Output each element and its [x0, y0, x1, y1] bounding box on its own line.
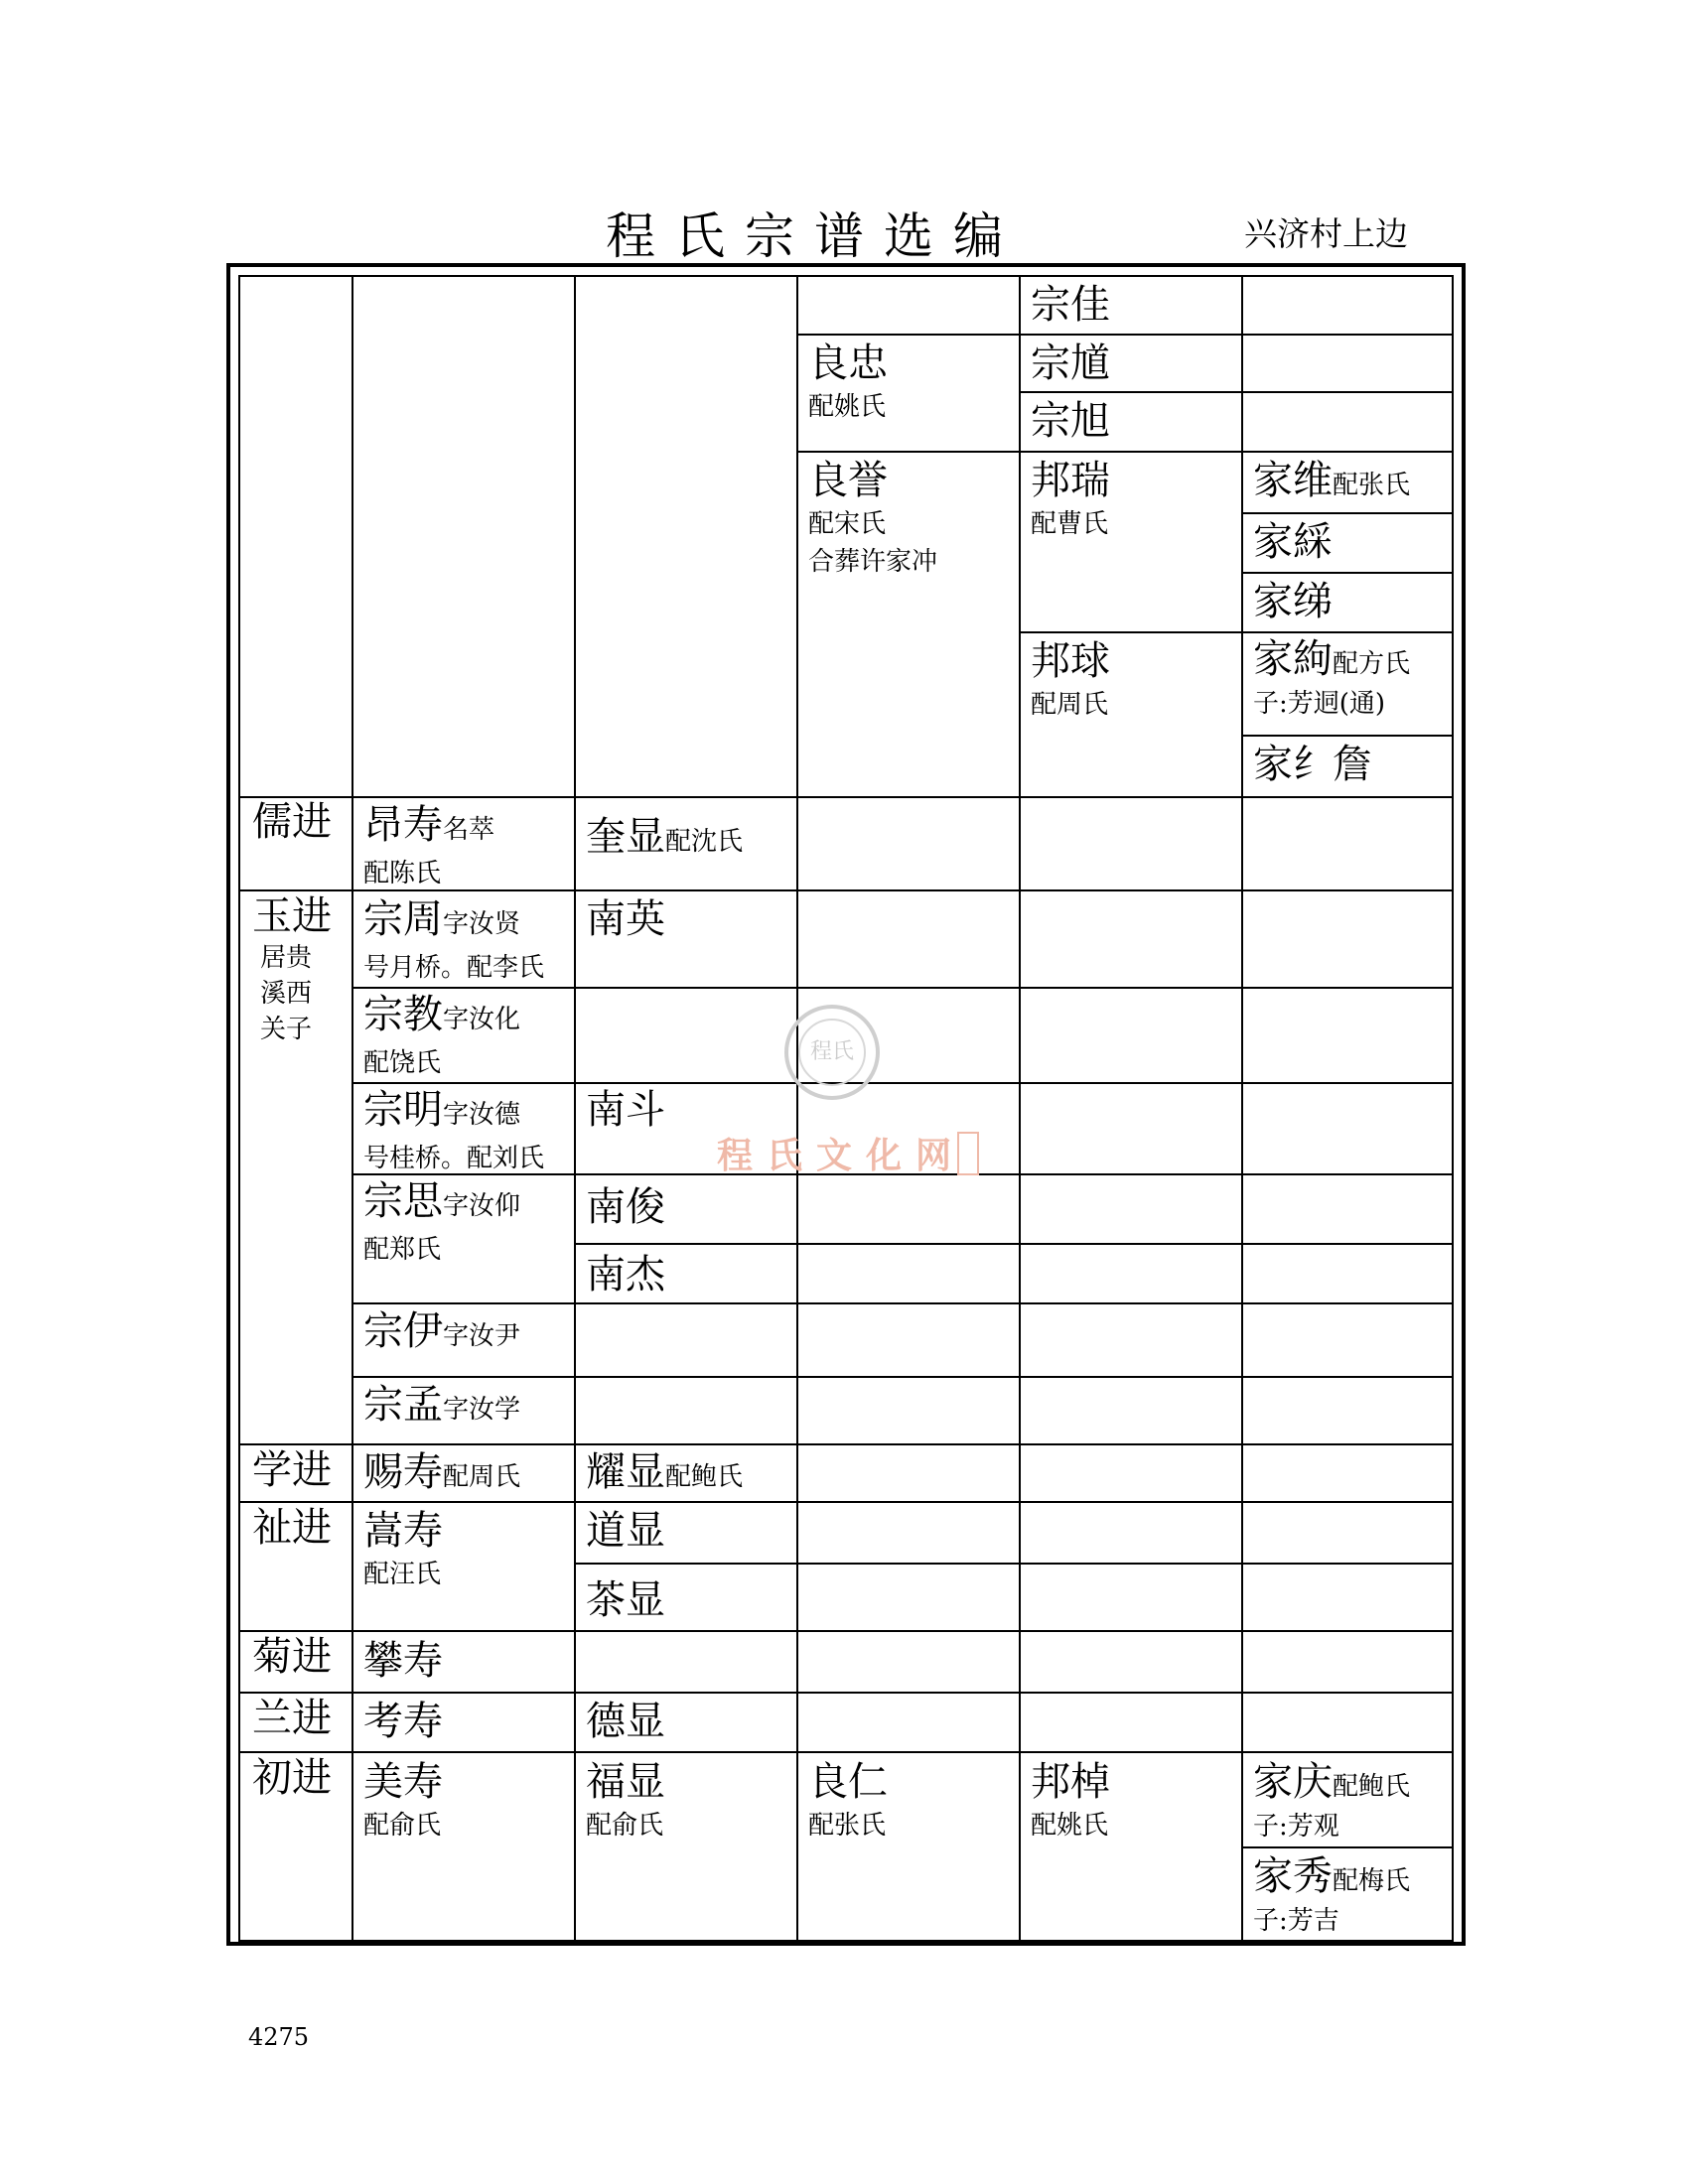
person-note: 配鲍氏 [665, 1462, 744, 1492]
genealogy-entry [1031, 280, 1110, 330]
person-name: 宗明 [363, 1087, 443, 1133]
genealogy-entry [586, 1182, 665, 1232]
genealogy-entry [252, 1446, 332, 1494]
genealogy-entry [252, 1633, 332, 1681]
watermark-text: 程氏文化网 [717, 1135, 966, 1176]
person-name: 考寿 [363, 1699, 443, 1744]
person-name: 家庆 [1253, 1759, 1333, 1805]
person-note: 配张氏 [808, 1811, 887, 1841]
genealogy-entry [586, 1757, 665, 1844]
genealogy-entry [586, 1697, 665, 1746]
person-name: 邦棹 [1031, 1759, 1110, 1805]
person-name: 南杰 [586, 1252, 665, 1297]
genealogy-entry [586, 1085, 665, 1135]
person-name: 玉进 [252, 893, 332, 939]
genealogy-entry [808, 339, 888, 426]
person-name: 赐寿 [363, 1449, 443, 1495]
person-note: 配周氏 [443, 1462, 521, 1492]
person-name: 宗馗 [1031, 341, 1110, 386]
person-name: 茶显 [586, 1577, 665, 1623]
row-divider [1241, 1846, 1454, 1848]
person-name: 儒进 [252, 799, 332, 845]
genealogy-entry [586, 1447, 743, 1502]
person-note: 配郑氏 [363, 1235, 442, 1265]
person-note: 配俞氏 [586, 1811, 664, 1841]
person-name: 家絇 [1253, 636, 1333, 682]
person-note: 字汝贤 [443, 909, 521, 939]
genealogy-entry [252, 1695, 332, 1742]
genealogy-entry [586, 812, 743, 867]
person-note: 配梅氏 [1333, 1866, 1411, 1896]
row-divider [240, 1630, 1454, 1632]
person-name: 南英 [586, 896, 665, 942]
person-name: 南俊 [586, 1184, 665, 1230]
person-note: 子:芳观 [1253, 1812, 1339, 1842]
genealogy-entry [363, 1380, 520, 1434]
genealogy-entry [252, 798, 332, 846]
genealogy-entry [1253, 634, 1410, 723]
genealogy-entry [1253, 517, 1333, 567]
person-note: 字汝化 [443, 1005, 521, 1034]
person-name: 宗思 [363, 1178, 443, 1224]
row-divider [352, 1302, 1454, 1304]
person-name: 良誉 [808, 458, 888, 503]
row-divider [796, 451, 1454, 453]
residence-note: 居贵 溪西 关子 [260, 943, 313, 1044]
village-location-label: 兴济村上边 [1244, 214, 1408, 253]
genealogy-entry [363, 990, 520, 1082]
person-name: 宗周 [363, 896, 443, 942]
person-note: 配俞氏 [363, 1811, 442, 1841]
row-divider [1019, 391, 1454, 393]
person-note: 配宋氏 [808, 509, 887, 539]
genealogy-entry [363, 1176, 520, 1269]
row-divider [352, 1082, 1454, 1084]
person-name: 家綵 [1253, 519, 1333, 565]
genealogy-entry [363, 1697, 443, 1746]
person-name: 初进 [252, 1755, 332, 1801]
person-name: 奎显 [586, 814, 665, 860]
genealogy-entry [1253, 1851, 1410, 1940]
row-divider [1019, 631, 1454, 633]
watermark-stamp-icon [957, 1132, 979, 1175]
row-divider [240, 1692, 1454, 1694]
person-name: 攀寿 [363, 1638, 443, 1684]
person-name: 邦球 [1031, 638, 1110, 684]
page-number: 4275 [248, 2023, 310, 2051]
genealogy-entry [586, 894, 665, 944]
person-name: 美寿 [363, 1759, 443, 1805]
genealogy-entry [1253, 740, 1372, 789]
person-note: 配姚氏 [1031, 1811, 1109, 1841]
person-name: 良忠 [808, 341, 888, 386]
person-name: 宗旭 [1031, 398, 1110, 444]
genealogy-entry [808, 1757, 888, 1844]
person-name: 家纟詹 [1253, 742, 1372, 787]
person-name: 邦瑞 [1031, 458, 1110, 503]
watermark-seal-icon [784, 1005, 880, 1100]
document-title: 程氏宗谱选编 [606, 207, 1023, 265]
row-divider [240, 1443, 1454, 1445]
row-divider [796, 334, 1454, 336]
person-name: 家维 [1253, 458, 1333, 503]
genealogy-table [238, 275, 1454, 1942]
genealogy-entry [586, 1575, 665, 1625]
row-divider [240, 796, 1454, 798]
genealogy-entry [1253, 577, 1333, 626]
row-divider [352, 1376, 1454, 1378]
row-divider [574, 1243, 1454, 1245]
row-divider [352, 987, 1454, 989]
person-note: 号桂桥。配刘氏 [363, 1144, 545, 1173]
person-note: 配鲍氏 [1333, 1772, 1411, 1802]
person-note: 配曹氏 [1031, 509, 1109, 539]
person-name: 家绨 [1253, 579, 1333, 624]
genealogy-entry [1031, 396, 1110, 446]
row-divider [1241, 735, 1454, 737]
genealogy-entry [1031, 636, 1110, 724]
row-divider [240, 1751, 1454, 1753]
person-name: 道显 [586, 1508, 665, 1554]
person-name: 良仁 [808, 1759, 888, 1805]
person-note: 子:芳吉 [1253, 1906, 1339, 1936]
person-name: 福显 [586, 1759, 665, 1805]
genealogy-entry [1031, 1757, 1110, 1844]
person-note: 配张氏 [1333, 471, 1411, 500]
person-note: 配周氏 [1031, 690, 1109, 720]
person-name: 嵩寿 [363, 1508, 443, 1554]
row-divider [1241, 512, 1454, 514]
person-name: 菊进 [252, 1634, 332, 1680]
genealogy-entry [363, 1085, 544, 1177]
genealogy-entry [1253, 456, 1410, 510]
person-name: 宗伊 [363, 1308, 443, 1354]
genealogy-entry [252, 1754, 332, 1802]
person-name: 兰进 [252, 1696, 332, 1741]
person-note: 子:芳迵(通) [1253, 689, 1386, 719]
genealogy-entry [1031, 339, 1110, 388]
person-note: 字汝学 [443, 1395, 521, 1425]
genealogy-entry [252, 892, 332, 1047]
genealogy-entry [252, 1504, 332, 1552]
person-note: 合葬许家冲 [808, 547, 938, 577]
genealogy-entry [363, 1506, 443, 1593]
genealogy-entry [363, 1447, 520, 1502]
person-note: 配汪氏 [363, 1560, 442, 1589]
genealogy-table-frame [226, 263, 1466, 1946]
person-note: 配方氏 [1333, 649, 1411, 679]
row-divider [574, 1563, 1454, 1565]
genealogy-entry [808, 456, 937, 581]
person-note: 配陈氏 [363, 859, 442, 888]
person-note: 字汝仰 [443, 1191, 521, 1221]
genealogy-entry [363, 800, 494, 892]
genealogy-entry [586, 1506, 665, 1556]
person-name: 德显 [586, 1699, 665, 1744]
person-note: 字汝尹 [443, 1321, 521, 1351]
person-note: 名萃 [443, 815, 495, 845]
genealogy-entry [586, 1250, 665, 1299]
person-name: 学进 [252, 1447, 332, 1493]
person-name: 南斗 [586, 1087, 665, 1133]
person-note: 号月桥。配李氏 [363, 953, 545, 983]
person-note: 字汝德 [443, 1100, 521, 1130]
person-name: 宗佳 [1031, 282, 1110, 328]
person-note: 配沈氏 [665, 827, 744, 857]
genealogy-entry [363, 1757, 443, 1844]
person-name: 家秀 [1253, 1853, 1333, 1899]
genealogy-entry [363, 894, 544, 987]
genealogy-entry [1031, 456, 1110, 543]
genealogy-entry [363, 1306, 520, 1361]
person-name: 宗孟 [363, 1382, 443, 1428]
person-name: 耀显 [586, 1449, 665, 1495]
person-name: 宗教 [363, 992, 443, 1037]
genealogy-entry [1253, 1757, 1410, 1845]
person-note: 配姚氏 [808, 392, 887, 422]
watermark-seal-text: 程氏 [798, 1019, 866, 1086]
genealogy-entry [363, 1636, 443, 1686]
person-name: 祉进 [252, 1505, 332, 1551]
row-divider [1241, 572, 1454, 574]
person-note: 配饶氏 [363, 1048, 442, 1078]
person-name: 昂寿 [363, 802, 443, 848]
